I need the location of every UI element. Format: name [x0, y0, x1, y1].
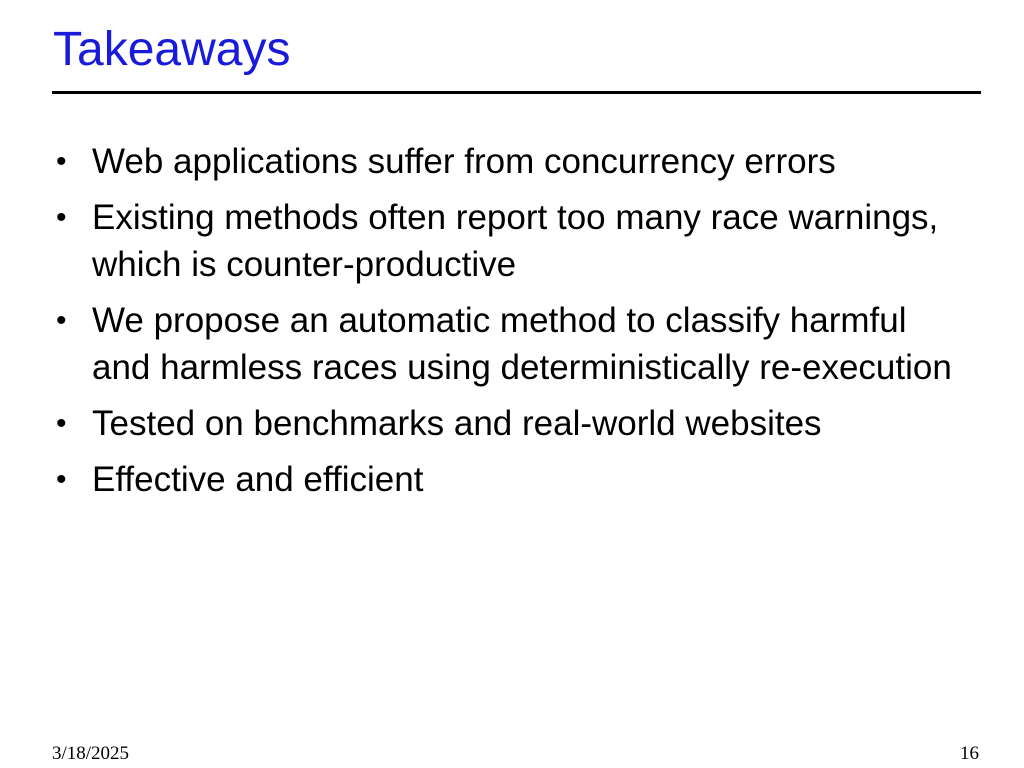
slide-title: Takeaways	[53, 23, 291, 76]
bullet-text: Web applications suffer from concurrency errors	[92, 142, 836, 181]
footer-date: 3/18/2025	[52, 743, 130, 764]
bullet-item	[52, 194, 972, 288]
bullet-list	[52, 138, 972, 512]
bullet-marker: •	[56, 463, 67, 496]
title-divider	[52, 91, 981, 94]
bullet-text: Tested on benchmarks and real-world websites	[92, 404, 822, 443]
bullet-text: Effective and efficient	[92, 460, 424, 499]
bullet-marker: •	[56, 407, 67, 440]
bullet-text: We propose an automatic method to classify harmful and harmless races using deterministically re-execution	[92, 301, 952, 387]
bullet-item	[52, 297, 972, 391]
bullet-marker: •	[56, 304, 67, 337]
bullet-text: Existing methods often report too many race warnings, which is counter-productive	[92, 198, 939, 284]
bullet-item	[52, 400, 972, 447]
bullet-item	[52, 138, 972, 185]
bullet-marker: •	[56, 201, 67, 234]
page-number: 16	[960, 743, 979, 764]
bullet-marker: •	[56, 145, 67, 178]
bullet-item	[52, 456, 972, 503]
